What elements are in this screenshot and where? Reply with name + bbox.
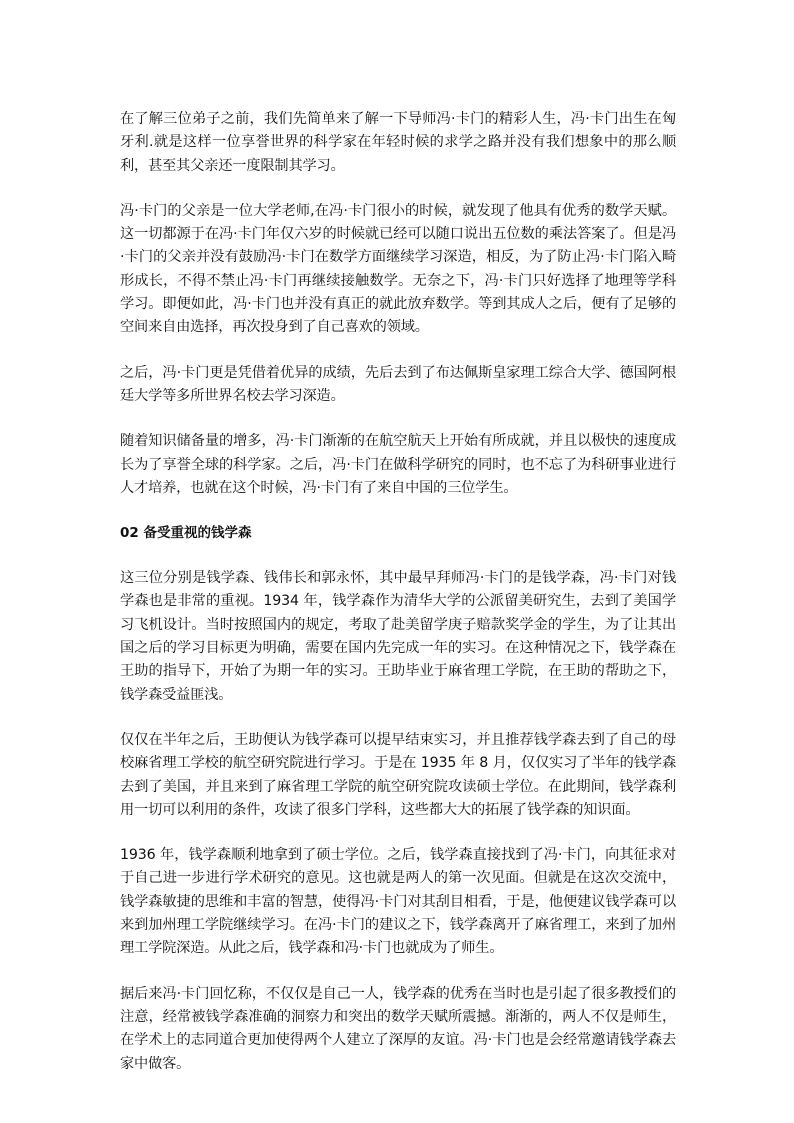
paragraph-first-meeting: 1936 年，钱学森顺利地拿到了硕士学位。之后，钱学森直接找到了冯·卡门，向其征求对于自己进一步进行学术研究的意见。这也就是两人的第一次见面。但就是在这次交流中，钱学森敏捷的思维和丰富的智慧，使得冯·卡门对其刮目相看，于是，他便建议钱学森可以来到加州理工学院继续学习。在冯·卡门的建议之下，钱学森离开了麻省理工，来到了加州理工学院深造。从此之后，钱学森和冯·卡门也就成为了师生。	[120, 847, 676, 957]
paragraph-three-students: 这三位分别是钱学森、钱伟长和郭永怀，其中最早拜师冯·卡门的是钱学森，冯·卡门对钱学森也是非常的重视。1934 年，钱学森作为清华大学的公派留美研究生，去到了美国学习飞机设计。当时按照国内的规定，考取了赴美留学庚子赔款奖学金的学生，为了让其出国之后的学习目标更为明确，需要在国内先完成一年的实习。在这种情况之下，钱学森在王助的指导下，开始了为期一年的实习。王助毕业于麻省理工学院，在王助的帮助之下，钱学森受益匪浅。	[120, 570, 676, 703]
section-heading: 02 备受重视的钱学森	[120, 525, 252, 542]
paragraph-recollection: 据后来冯·卡门回忆称，不仅仅是自己一人，钱学森的优秀在当时也是引起了很多教授们的注意，经常被钱学森准确的洞察力和突出的数学天赋所震撼。渐渐的，两人不仅是师生，在学术上的志同道合更加使得两个人建立了深厚的友谊。冯·卡门也是会经常邀请钱学森去家中做客。	[120, 985, 676, 1072]
paragraph-study-abroad: 之后，冯·卡门更是凭借着优异的成绩，先后去到了布达佩斯皇家理工综合大学、德国阿根廷大学等多所世界名校去学习深造。	[120, 364, 676, 404]
paragraph-mit: 仅仅在半年之后，王助便认为钱学森可以提早结束实习，并且推荐钱学森去到了自己的母校麻省理工学校的航空研究院进行学习。于是在 1935 年 8 月，仅仅实习了半年的钱学森去到了美国，并且来到了麻省理工学院的航空研究院攻读硕士学位。在此期间，钱学森利用一切可以利用的条件，攻读了很多门学科，这些都大大的拓展了钱学森的知识面。	[120, 731, 676, 818]
paragraph-intro: 在了解三位弟子之前，我们先简单来了解一下导师冯·卡门的精彩人生，冯·卡门出生在匈牙利.就是这样一位享誉世界的科学家在年轻时候的求学之路并没有我们想象中的那么顺利，甚至其父亲还一度限制其学习。	[120, 111, 676, 174]
paragraph-father: 冯·卡门的父亲是一位大学老师,在冯·卡门很小的时候，就发现了他具有优秀的数学天赋。这一切都源于在冯·卡门年仅六岁的时候就已经可以随口说出五位数的乘法答案了。但是冯·卡门的父亲并没有鼓励冯·卡门在数学方面继续学习深造，相反，为了防止冯·卡门陷入畸形成长，不得不禁止冯·卡门再继续接触数学。无奈之下，冯·卡门只好选择了地理等学科学习。即便如此，冯·卡门也并没有真正的就此放弃数学。等到其成人之后，便有了足够的空间来自由选择，再次投身到了自己喜欢的领域。	[120, 202, 676, 336]
paragraph-achievement: 随着知识储备量的增多，冯·卡门渐渐的在航空航天上开始有所成就，并且以极快的速度成长为了享誉全球的科学家。之后，冯·卡门在做科学研究的同时，也不忘了为科研事业进行人才培养，也就在这个时候，冯·卡门有了来自中国的三位学生。	[120, 433, 676, 496]
document-page	[120, 108, 676, 1098]
